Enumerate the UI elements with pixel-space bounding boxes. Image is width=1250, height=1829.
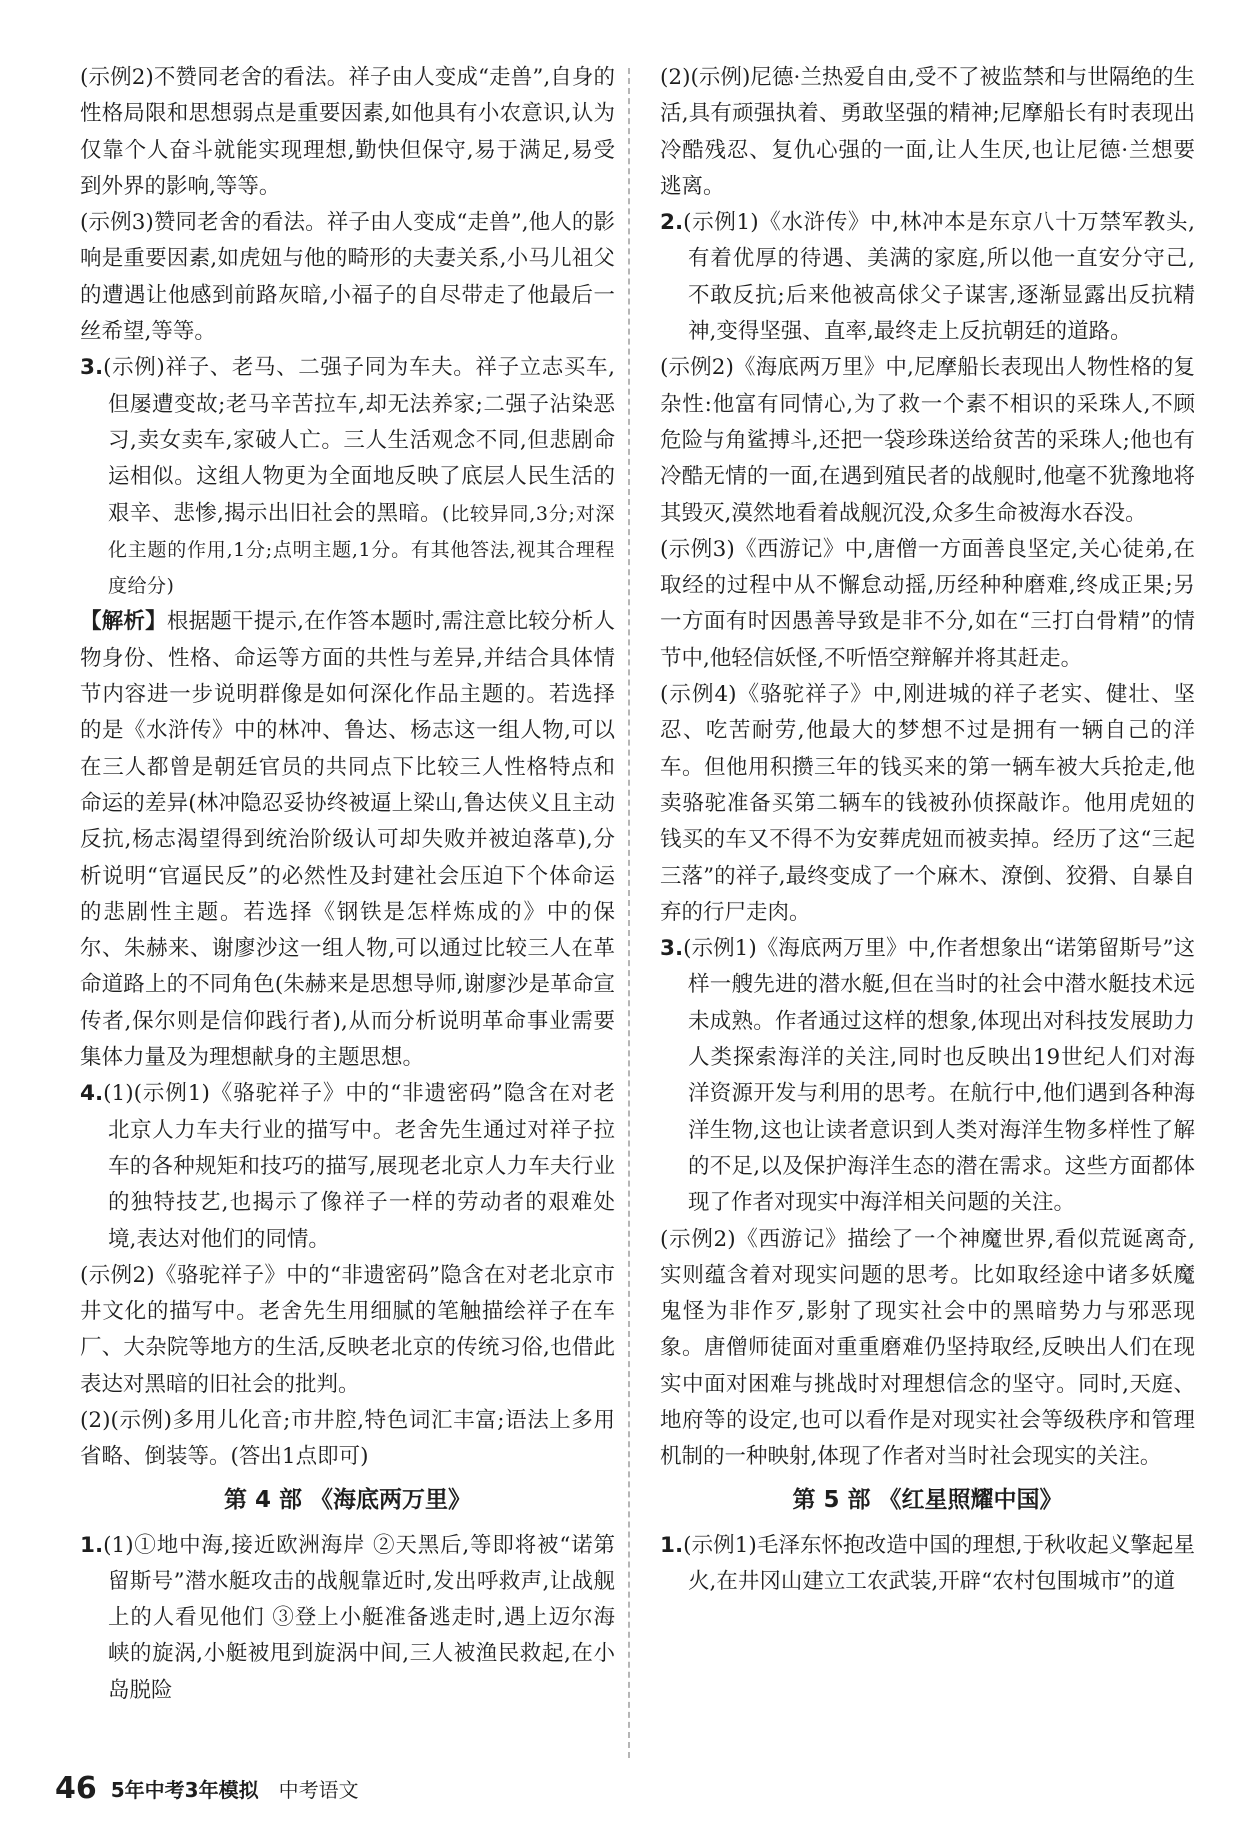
page-number: 46 xyxy=(55,1770,97,1806)
answer-text: (1)(示例1)《骆驼祥子》中的“非遗密码”隐含在对老北京人力车夫行业的描写中。老舍先生通过对祥子拉车的各种规矩和技巧的描写,展现老北京人力车夫行业的独特技艺,也揭示了像祥子一样的劳动者的艰难处境,表达对他们的同情。 xyxy=(103,1081,615,1252)
question-3-answer xyxy=(80,350,615,604)
scoring-note: (比较异同,3分;对深化主题的作用,1分;点明主题,1分。有其他答法,视其合理程度给分) xyxy=(108,502,615,598)
question-4-answer xyxy=(80,1076,615,1257)
question-2-answer xyxy=(660,205,1195,350)
question-1-answer xyxy=(660,1528,1195,1601)
section-title: 第 4 部 《海底两万里》 xyxy=(223,1486,472,1513)
answer-text: (示例1)毛泽东怀抱改造中国的理想,于秋收起义擎起星火,在井冈山建立工农武装,开辟“农村包围城市”的道 xyxy=(683,1532,1195,1594)
column-divider xyxy=(628,68,630,1758)
analysis-tag: 【解析】 xyxy=(80,609,167,635)
question-number: 4. xyxy=(80,1081,104,1107)
question-number: 3. xyxy=(660,936,684,962)
answer-paragraph: (示例2)《海底两万里》中,尼摩船长表现出人物性格的复杂性:他富有同情心,为了救一个素不相识的采珠人,不顾危险与角鲨搏斗,还把一袋珍珠送给贫苦的采珠人;他也有冷酷无情的一面,在遇到殖民者的战舰时,他毫不犹豫地将其毁灭,漠然地看着战舰沉没,众多生命被海水吞没。 xyxy=(660,355,1195,526)
book-title: 5年中考3年模拟 xyxy=(110,1777,259,1802)
answer-paragraph: (示例2)《骆驼祥子》中的“非遗密码”隐含在对老北京市井文化的描写中。老舍先生用细腻的笔触描绘祥子在车厂、大杂院等地方的生活,反映老北京的传统习俗,也借此表达对黑暗的旧社会的批判。 xyxy=(80,1262,615,1397)
left-column xyxy=(80,60,615,1709)
subject-label: 中考语文 xyxy=(278,1777,359,1802)
answer-text: (1)①地中海,接近欧洲海岸 ②天黑后,等即将被“诺第留斯号”潜水艇攻击的战舰靠近时,发出呼救声,让战舰上的人看见他们 ③登上小艇准备逃走时,遇上迈尔海峡的旋涡,小艇被甩到旋涡中间,三人被渔民救起,在小岛脱险 xyxy=(103,1532,615,1703)
answer-paragraph: (示例3)赞同老舍的看法。祥子由人变成“走兽”,他人的影响是重要因素,如虎妞与他的畸形的夫妻关系,小马儿祖父的遭遇让他感到前路灰暗,小福子的自尽带走了他最后一丝希望,等等。 xyxy=(80,210,615,345)
answer-paragraph: (2)(示例)多用儿化音;市井腔,特色词汇丰富;语法上多用省略、倒装等。(答出1点即可) xyxy=(80,1407,615,1470)
question-number: 2. xyxy=(660,210,684,236)
answer-paragraph: (示例2)《西游记》描绘了一个神魔世界,看似荒诞离奇,实则蕴含着对现实问题的思考。比如取经途中诸多妖魔鬼怪为非作歹,影射了现实社会中的黑暗势力与邪恶现象。唐僧师徒面对重重磨难仍坚持取经,反映出人们在现实中面对困难与挑战时对理想信念的坚守。同时,天庭、地府等的设定,也可以看作是对现实社会等级秩序和管理机制的一种映射,体现了作者对当时社会现实的关注。 xyxy=(660,1226,1195,1470)
answer-paragraph: (示例2)不赞同老舍的看法。祥子由人变成“走兽”,自身的性格局限和思想弱点是重要因素,如他具有小农意识,认为仅靠个人奋斗就能实现理想,勤快但保守,易于满足,易受到外界的影响,等等。 xyxy=(80,65,615,199)
question-number: 1. xyxy=(80,1532,104,1558)
answer-text: (示例)祥子、老马、二强子同为车夫。祥子立志买车,但屡遭变故;老马辛苦拉车,却无法养家;二强子沾染恶习,卖女卖车,家破人亡。三人生活观念不同,但悲剧命运相似。这组人物更为全面地反映了底层人民生活的艰辛、悲惨,揭示出旧社会的黑暗。 xyxy=(103,355,615,526)
analysis-paragraph xyxy=(80,604,615,1076)
answer-text: (示例1)《海底两万里》中,作者想象出“诺第留斯号”这样一艘先进的潜水艇,但在当时的社会中潜水艇技术远未成熟。作者通过这样的想象,体现出对科技发展助力人类探索海洋的关注,同时也反映出19世纪人们对海洋资源开发与利用的思考。在航行中,他们遇到各种海洋生物,这也让读者意识到人类对海洋生物多样性了解的不足,以及保护海洋生态的潜在需求。这些方面都体现了作者对现实中海洋相关问题的关注。 xyxy=(683,936,1195,1216)
question-3-answer xyxy=(660,931,1195,1221)
answer-text: (示例1)《水浒传》中,林冲本是东京八十万禁军教头,有着优厚的待遇、美满的家庭,所以他一直安分守己,不敢反抗;后来他被高俅父子谋害,逐渐显露出反抗精神,变得坚强、直率,最终走上反抗朝廷的道路。 xyxy=(683,210,1195,345)
answer-paragraph: (示例3)《西游记》中,唐僧一方面善良坚定,关心徒弟,在取经的过程中从不懈怠动摇,历经种种磨难,终成正果;另一方面有时因愚善导致是非不分,如在“三打白骨精”的情节中,他轻信妖怪,不听悟空辩解并将其赶走。 xyxy=(660,536,1195,671)
question-number: 3. xyxy=(80,355,104,381)
section-title: 第 5 部 《红星照耀中国》 xyxy=(792,1486,1063,1513)
answer-paragraph: (2)(示例)尼德·兰热爱自由,受不了被监禁和与世隔绝的生活,具有顽强执着、勇敢坚强的精神;尼摩船长有时表现出冷酷残忍、复仇心强的一面,让人生厌,也让尼德·兰想要逃离。 xyxy=(660,65,1195,199)
question-1-answer xyxy=(80,1528,615,1709)
right-column xyxy=(660,60,1195,1600)
question-number: 1. xyxy=(660,1532,684,1558)
page-footer xyxy=(55,1768,359,1808)
analysis-text: 根据题干提示,在作答本题时,需注意比较分析人物身份、性格、命运等方面的共性与差异,并结合具体情节内容进一步说明群像是如何深化作品主题的。若选择的是《水浒传》中的林冲、鲁达、杨志这一组人物,可以在三人都曾是朝廷官员的共同点下比较三人性格特点和命运的差异(林冲隐忍妥协终被逼上梁山,鲁达侠义且主动反抗,杨志渴望得到统治阶级认可却失败并被迫落草),分析说明“官逼民反”的必然性及封建社会压迫下个体命运的悲剧性主题。若选择《钢铁是怎样炼成的》中的保尔、朱赫来、谢廖沙这一组人物,可以通过比较三人在革命道路上的不同角色(朱赫来是思想导师,谢廖沙是革命宣传者,保尔则是信仰践行者),从而分析说明革命事业需要集体力量及为理想献身的主题思想。 xyxy=(80,609,615,1071)
answer-paragraph: (示例4)《骆驼祥子》中,刚进城的祥子老实、健壮、坚忍、吃苦耐劳,他最大的梦想不过是拥有一辆自己的洋车。但他用积攒三年的钱买来的第一辆车被大兵抢走,他卖骆驼准备买第二辆车的钱被孙侦探敲诈。他用虎妞的钱买的车又不得不为安葬虎妞而被卖掉。经历了这“三起三落”的祥子,最终变成了一个麻木、潦倒、狡猾、自暴自弃的行尸走肉。 xyxy=(660,682,1195,925)
